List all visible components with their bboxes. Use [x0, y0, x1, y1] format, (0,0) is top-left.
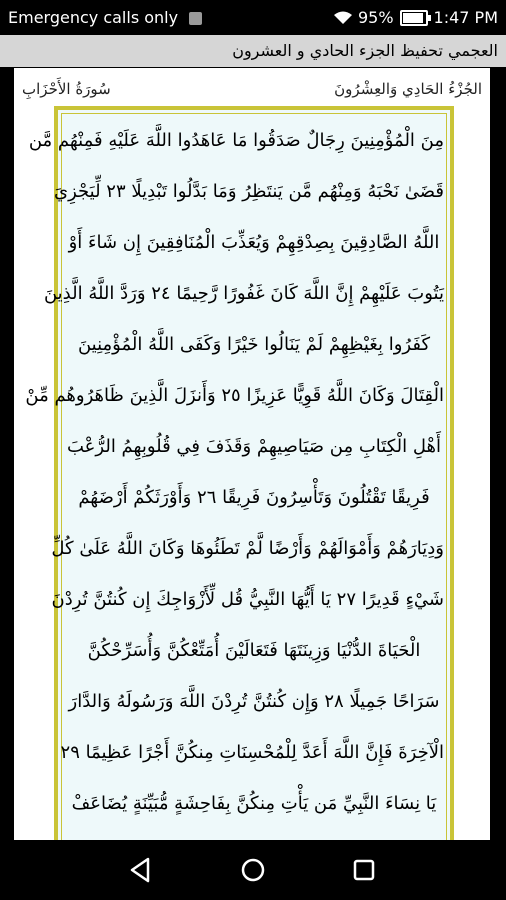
- sim-card-icon: [189, 12, 202, 25]
- verse-line[interactable]: يَا نِسَاءَ النَّبِيِّ مَن يَأْتِ مِنكُنَّ بِفَاحِشَةٍ مُّبَيِّنَةٍ يُضَاعَفْ: [71, 793, 437, 814]
- status-left: [8, 8, 202, 27]
- verse-line[interactable]: سَرَاحًا جَمِيلًا ٢٨ وَإِن كُنتُنَّ تُرِدْنَ اللَّهَ وَرَسُولَهُ وَالدَّارَ: [68, 691, 440, 712]
- clock: 1:47 PM: [433, 8, 498, 27]
- verse-line[interactable]: مِنَ الْمُؤْمِنِينَ رِجَالٌ صَدَقُوا مَا عَاهَدُوا اللَّهَ عَلَيْهِ فَمِنْهُم مَّن: [28, 130, 444, 151]
- juz-name-label: الجُزْءُ الحَادِي وَالعِشْرُونَ: [334, 80, 482, 98]
- status-right: [334, 8, 498, 27]
- verse-line[interactable]: شَيْءٍ قَدِيرًا ٢٧ يَا أَيُّهَا النَّبِيُّ قُل لِّأَزْوَاجِكَ إِن كُنتُنَّ تُرِدْنَ: [51, 589, 444, 610]
- verse-line[interactable]: كَفَرُوا بِغَيْظِهِمْ لَمْ يَنَالُوا خَيْرًا وَكَفَى اللَّهُ الْمُؤْمِنِينَ: [77, 334, 431, 355]
- status-bar: [0, 0, 506, 35]
- page-frame-inner: [25, 113, 447, 840]
- battery-percent: 95%: [357, 8, 394, 27]
- verse-line[interactable]: أَهْلِ الْكِتَابِ مِن صَيَاصِيهِمْ وَقَذَفَ فِي قُلُوبِهِمُ الرُّعْبَ: [67, 436, 441, 457]
- verse-line[interactable]: فَرِيقًا تَقْتُلُونَ وَتَأْسِرُونَ فَرِيقًا ٢٦ وَأَوْرَثَكُمْ أَرْضَهُمْ: [78, 487, 430, 508]
- verse-line[interactable]: قَضَىٰ نَحْبَهُ وَمِنْهُم مَّن يَنتَظِرُ وَمَا بَدَّلُوا تَبْدِيلًا ٢٣ لِّيَجْزِيَ: [54, 181, 444, 202]
- app-title-bar: [0, 35, 506, 67]
- wifi-icon: [334, 11, 352, 25]
- verse-line[interactable]: الْآخِرَةَ فَإِنَّ اللَّهَ أَعَدَّ لِلْمُحْسِنَاتِ مِنكُنَّ أَجْرًا عَظِيمًا ٢٩: [60, 742, 444, 763]
- mushaf-page[interactable]: [14, 68, 490, 840]
- back-icon[interactable]: [126, 855, 156, 885]
- verse-line[interactable]: الْقِتَالَ وَكَانَ اللَّهُ قَوِيًّا عَزِيزًا ٢٥ وَأَنزَلَ الَّذِينَ ظَاهَرُوهُم مِّنْ: [25, 385, 444, 406]
- verse-line[interactable]: يَتُوبَ عَلَيْهِمْ إِنَّ اللَّهَ كَانَ غَفُورًا رَّحِيمًا ٢٤ وَرَدَّ اللَّهُ الَّذِينَ: [43, 283, 444, 304]
- battery-icon: [400, 10, 428, 26]
- verse-line[interactable]: اللَّهُ الصَّادِقِينَ بِصِدْقِهِمْ وَيُعَذِّبَ الْمُنَافِقِينَ إِن شَاءَ أَوْ: [68, 232, 440, 253]
- page-header: [14, 74, 490, 106]
- navigation-bar: [0, 840, 506, 900]
- surah-name-label: سُورَةُ الأَحْزَابِ: [22, 80, 111, 98]
- home-icon[interactable]: [238, 855, 268, 885]
- page-frame: [25, 106, 454, 840]
- recent-apps-icon[interactable]: [349, 855, 379, 885]
- network-status-text: Emergency calls only: [8, 8, 179, 27]
- verse-line[interactable]: الْحَيَاةَ الدُّنْيَا وَزِينَتَهَا فَتَعَالَيْنَ أُمَتِّعْكُنَّ وَأُسَرِّحْكُنَّ: [87, 640, 421, 661]
- app-title: العجمي تحفيظ الجزء الحادي و العشرون: [232, 41, 498, 60]
- verse-line[interactable]: وَدِيَارَهُمْ وَأَمْوَالَهُمْ وَأَرْضًا لَّمْ تَطَئُوهَا وَكَانَ اللَّهُ عَلَىٰ كُلِّ: [51, 538, 444, 559]
